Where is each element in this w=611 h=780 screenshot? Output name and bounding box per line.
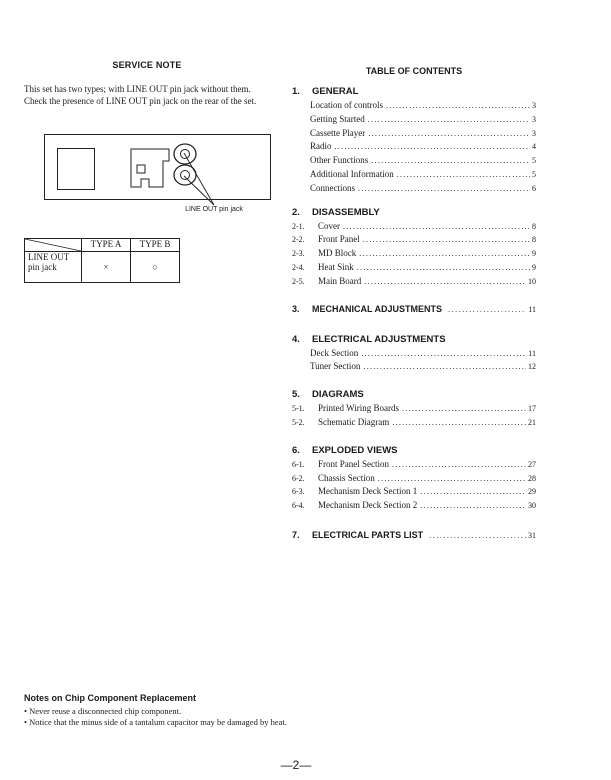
section-title: ELECTRICAL PARTS LIST bbox=[312, 529, 424, 540]
section-number: 3. bbox=[292, 303, 300, 314]
section-number: 5. bbox=[292, 389, 300, 401]
toc-section-general bbox=[292, 86, 536, 197]
section-page: 31 bbox=[528, 530, 536, 540]
toc-entry: 6-1. Front Panel Section ..... 27 bbox=[292, 459, 536, 473]
section-page: 11 bbox=[528, 304, 536, 314]
notes-title: Notes on Chip Component Replacement bbox=[24, 693, 197, 703]
service-note-title: SERVICE NOTE bbox=[112, 60, 182, 70]
toc-entry: Additional Information ..... 5 bbox=[292, 169, 536, 183]
toc-entry: Deck Section ..... 11 bbox=[292, 348, 536, 362]
line-out-row-label: LINE OUT pin jack bbox=[25, 252, 82, 283]
toc-section-parts-list bbox=[292, 530, 536, 544]
toc-title: TABLE OF CONTENTS bbox=[365, 66, 463, 76]
toc-section-mechanical bbox=[292, 304, 536, 318]
section-number: 1. bbox=[292, 86, 300, 97]
line-out-jack-lower-icon bbox=[174, 165, 196, 185]
type-b-value: ○ bbox=[131, 252, 180, 283]
rear-panel-connector-drawing bbox=[45, 135, 272, 201]
notes-list bbox=[24, 706, 294, 727]
toc-entry: 6-3. Mechanism Deck Section 1 ..... 29 bbox=[292, 486, 536, 500]
toc-section-diagrams bbox=[292, 389, 536, 431]
page-number: —2— bbox=[280, 758, 312, 772]
table-corner-cell bbox=[25, 239, 82, 252]
toc-entry: 2-2. Front Panel ..... 8 bbox=[292, 234, 536, 248]
toc-entry: Connections ..... 6 bbox=[292, 183, 536, 197]
toc-entry: Getting Started ..... 3 bbox=[292, 114, 536, 128]
toc-entry: 2-4. Heat Sink ..... 9 bbox=[292, 262, 536, 276]
toc-entry: 5-2. Schematic Diagram ..... 21 bbox=[292, 417, 536, 431]
section-number: 7. bbox=[292, 529, 300, 540]
section-title: MECHANICAL ADJUSTMENTS bbox=[312, 303, 443, 314]
toc-entry: Other Functions ..... 5 bbox=[292, 155, 536, 169]
toc-section-disassembly bbox=[292, 207, 536, 290]
toc-entry: 2-5. Main Board ..... 10 bbox=[292, 276, 536, 290]
toc-entry: 6-2. Chassis Section ..... 28 bbox=[292, 473, 536, 487]
section-title: GENERAL bbox=[312, 86, 359, 97]
section-title: EXPLODED VIEWS bbox=[312, 444, 398, 456]
line-out-type-table bbox=[24, 238, 180, 283]
type-a-value: × bbox=[82, 252, 131, 283]
section-title: ELECTRICAL ADJUSTMENTS bbox=[312, 333, 446, 345]
type-a-header: TYPE A bbox=[82, 239, 131, 252]
toc-entry: Radio ..... 4 bbox=[292, 141, 536, 155]
section-number: 6. bbox=[292, 444, 300, 456]
section-title: DIAGRAMS bbox=[312, 389, 364, 401]
toc-entry: Tuner Section ..... 12 bbox=[292, 361, 536, 375]
line-out-callout-label: LINE OUT pin jack bbox=[185, 206, 243, 213]
toc-entry: Cassette Player ..... 3 bbox=[292, 128, 536, 142]
toc-section-electrical bbox=[292, 334, 536, 376]
table-of-contents bbox=[292, 86, 536, 554]
service-note-paragraph-2: Check the presence of LINE OUT pin jack on the rear of the set. bbox=[24, 95, 257, 106]
rear-panel-diagram bbox=[44, 134, 271, 200]
section-number: 4. bbox=[292, 333, 300, 345]
service-note-paragraph-1: This set has two types; with LINE OUT pin jack without them. bbox=[24, 84, 251, 94]
section-title: DISASSEMBLY bbox=[312, 206, 380, 218]
service-note-body bbox=[24, 84, 274, 107]
toc-section-exploded bbox=[292, 445, 536, 514]
toc-entry: 2-1. Cover ..... 8 bbox=[292, 221, 536, 235]
type-b-header: TYPE B bbox=[131, 239, 180, 252]
toc-entry: Location of controls ..... 3 bbox=[292, 100, 536, 114]
toc-entry: 6-4. Mechanism Deck Section 2 ..... 30 bbox=[292, 500, 536, 514]
toc-entry: 5-1. Printed Wiring Boards ..... 17 bbox=[292, 403, 536, 417]
note-item: • Never reuse a disconnected chip component. bbox=[24, 706, 294, 717]
note-item: • Notice that the minus side of a tantalum capacitor may be damaged by heat. bbox=[24, 717, 294, 728]
line-out-jack-upper-icon bbox=[174, 144, 196, 164]
section-number: 2. bbox=[292, 206, 300, 218]
toc-entry: 2-3. MD Block ..... 9 bbox=[292, 248, 536, 262]
